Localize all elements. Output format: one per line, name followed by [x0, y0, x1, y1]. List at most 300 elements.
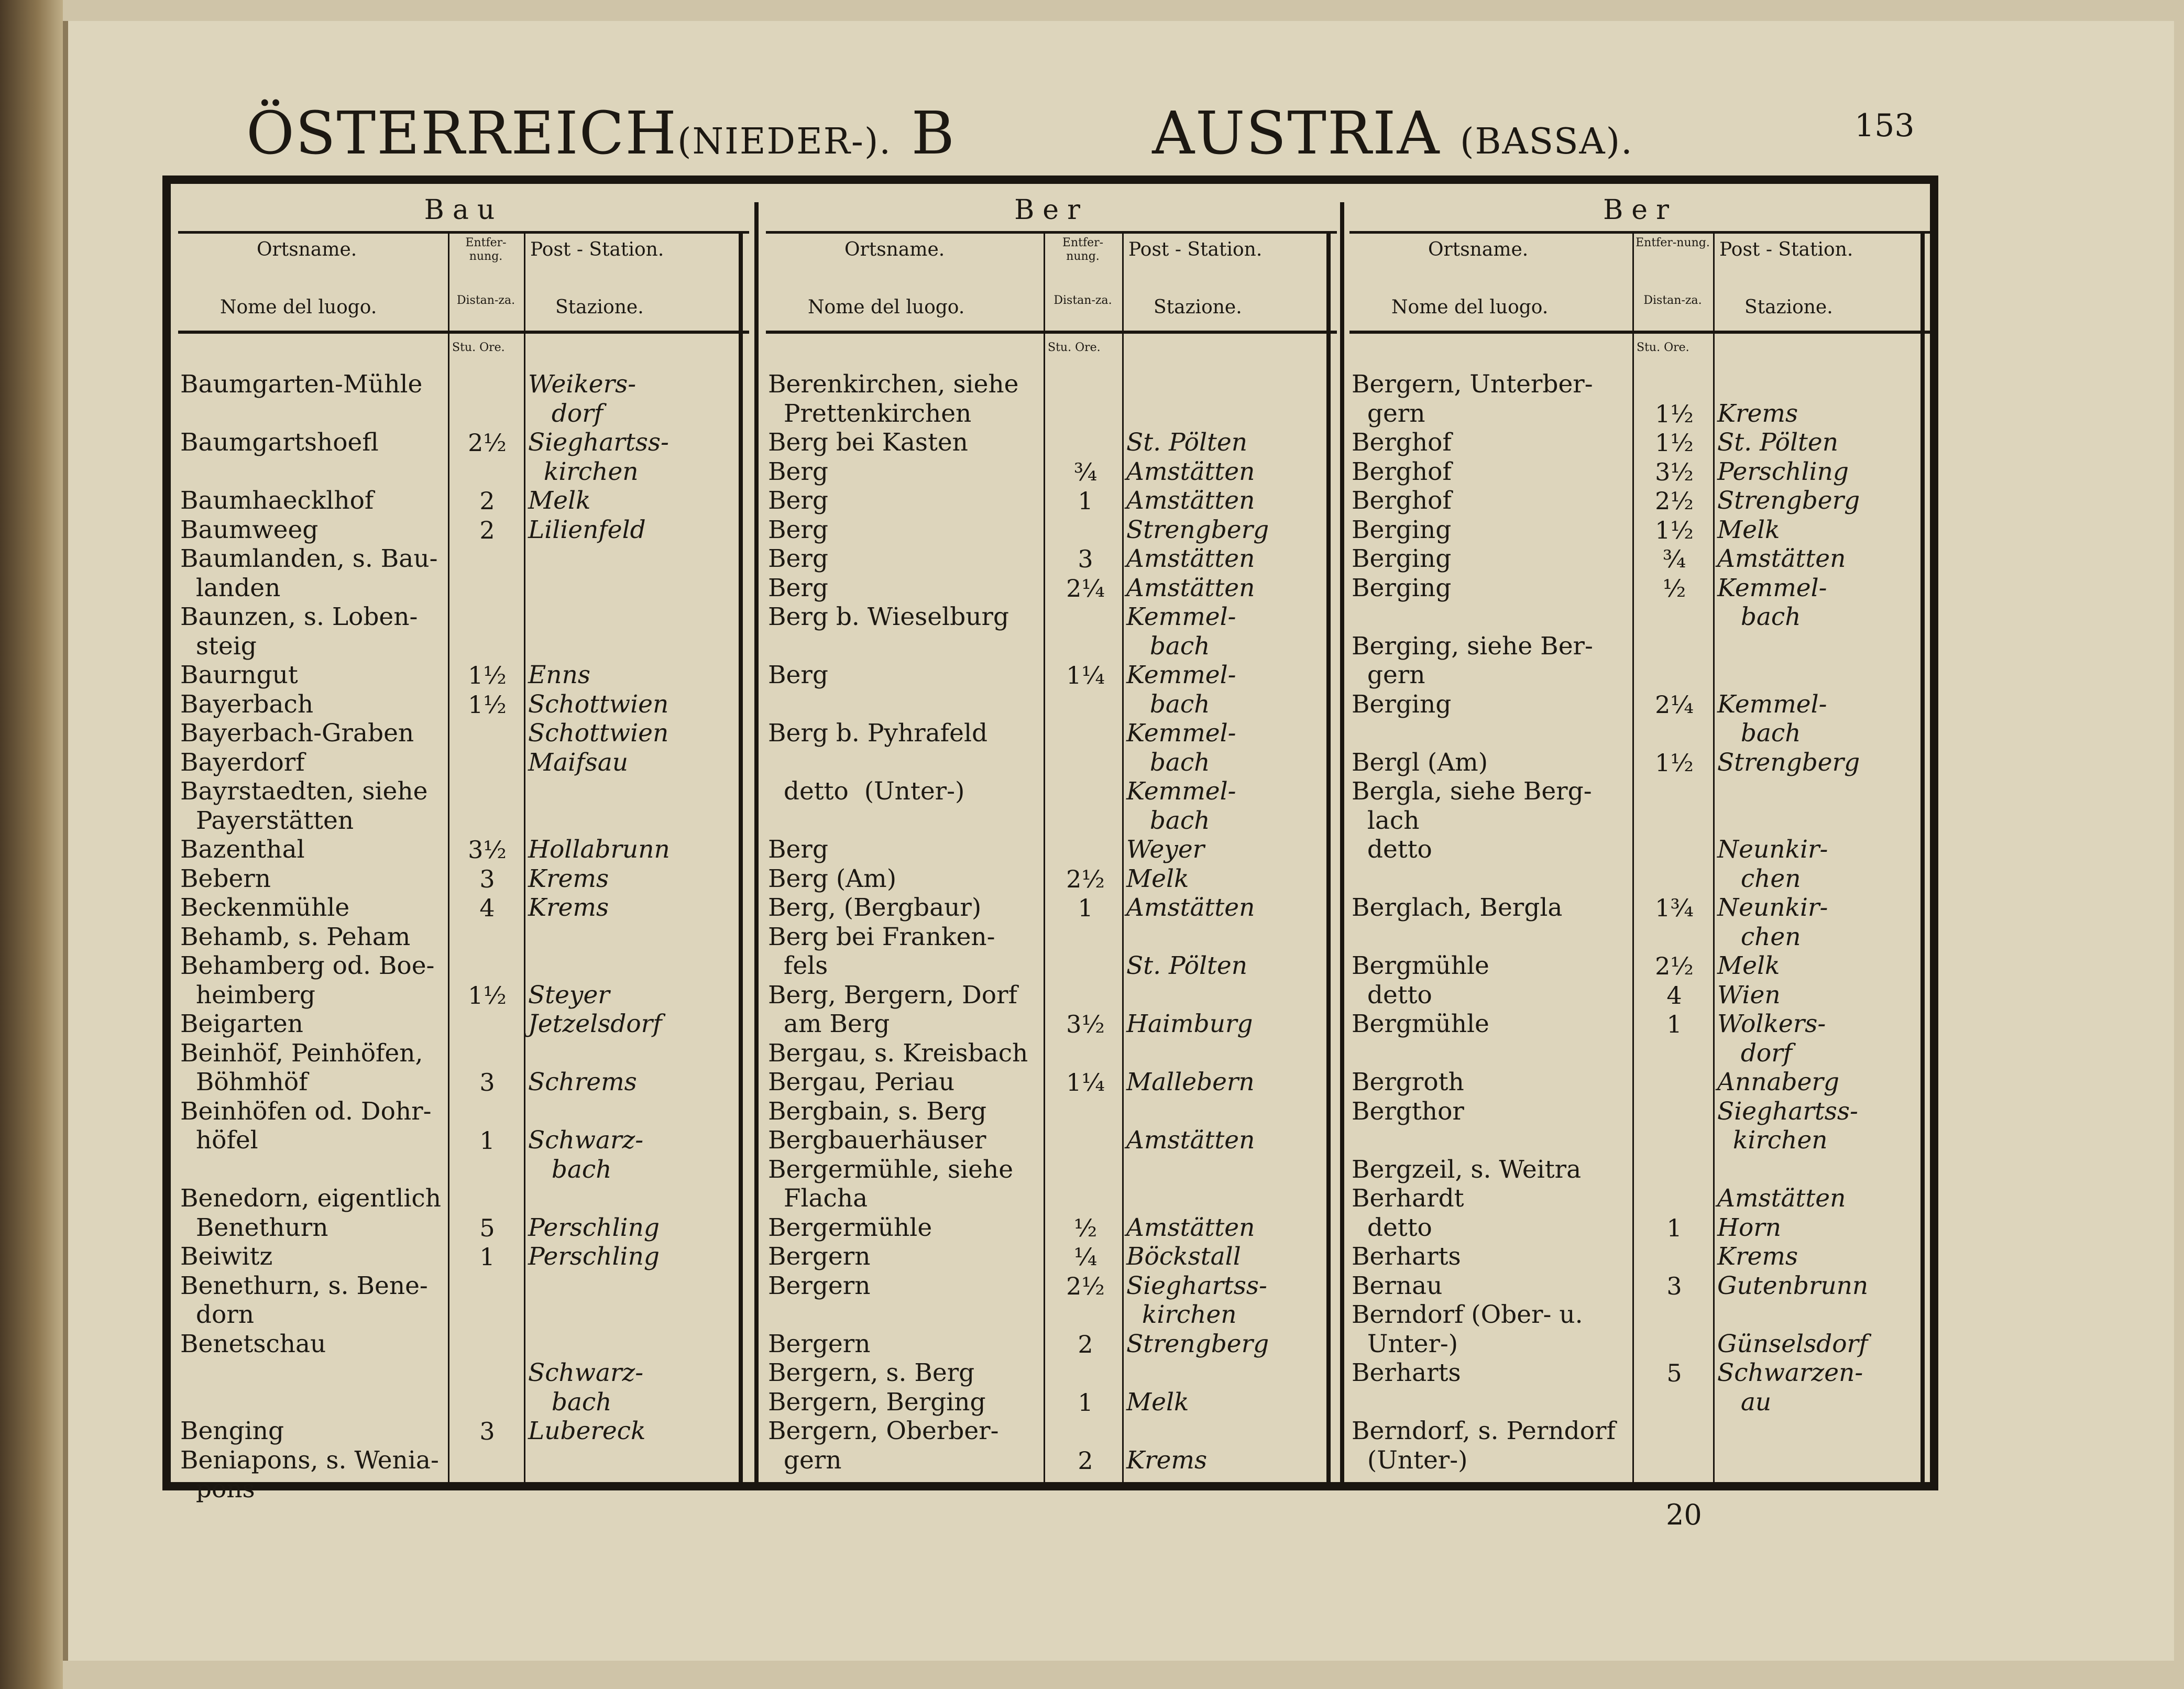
table-row: [178, 457, 749, 487]
page-title: [246, 100, 2001, 173]
place-name: Berg bei Kasten: [768, 428, 968, 457]
table-row: [178, 1330, 749, 1359]
header-rule: [1349, 231, 1931, 234]
place-name: Berglach, Bergla: [1352, 893, 1563, 922]
place-name: Berg bei Franken-: [768, 923, 995, 951]
post-station: Gutenbrunn: [1717, 1271, 1869, 1300]
place-name: gern: [1352, 399, 1425, 428]
place-name: Bergern, Oberber-: [768, 1417, 999, 1445]
table-row: [766, 1010, 1337, 1039]
post-station: Schwarz-: [528, 1358, 644, 1387]
place-name: Berharts: [1352, 1242, 1461, 1271]
post-station: Krems: [1717, 399, 1798, 428]
place-name: am Berg: [768, 1010, 890, 1038]
place-name: Benedorn, eigentlich: [180, 1184, 441, 1213]
table-row: [766, 1155, 1337, 1185]
distance: 5: [1666, 1359, 1682, 1387]
place-name: Bergbain, s. Berg: [768, 1097, 987, 1126]
post-station: Melk: [1717, 516, 1780, 544]
post-station: Günselsdorf: [1717, 1330, 1868, 1358]
post-station: Steyer: [528, 981, 610, 1010]
place-name: Bayrstaedten, siehe: [180, 777, 428, 806]
place-name: detto: [1352, 1213, 1432, 1242]
place-name: Berndorf (Ober- u.: [1352, 1300, 1583, 1329]
place-name: Baumgartshoefl: [180, 428, 379, 457]
post-station: Kemmel-: [1717, 690, 1827, 719]
table-row: [178, 1358, 749, 1388]
table-row: [1349, 428, 1931, 457]
table-row: [766, 661, 1337, 690]
header-stazione: Stazione.: [1154, 297, 1242, 318]
header-rule: [178, 231, 749, 234]
post-station: Krems: [528, 893, 609, 922]
table-row: [178, 486, 749, 516]
post-station: chen: [1717, 923, 1801, 951]
post-station: St. Pölten: [1126, 428, 1247, 457]
table-row: [1349, 1184, 1931, 1213]
table-row: [766, 516, 1337, 545]
table-row: [178, 893, 749, 923]
place-name: Bayerbach-Graben: [180, 719, 414, 748]
column-2: [766, 184, 1337, 1482]
table-row: [1349, 806, 1931, 836]
table-row: [178, 574, 749, 603]
table-row: [766, 1126, 1337, 1155]
table-row: [766, 1388, 1337, 1417]
table-row: [766, 923, 1337, 952]
post-station: Mallebern: [1126, 1068, 1255, 1096]
header-rule: [766, 231, 1337, 234]
post-station: Amstätten: [1717, 544, 1846, 573]
header-stazione: Stazione.: [555, 297, 644, 318]
table-row: [1349, 661, 1931, 690]
place-name: Berhardt: [1352, 1184, 1464, 1213]
place-name: Berg: [768, 457, 828, 486]
table-row: [1349, 719, 1931, 748]
place-name: Behamberg od. Boe-: [180, 951, 435, 980]
table-row: [766, 1068, 1337, 1097]
distance: 1¼: [1066, 1068, 1105, 1096]
table-row: [766, 457, 1337, 487]
place-name: Bergermühle, siehe: [768, 1155, 1014, 1184]
post-station: Schottwien: [528, 719, 669, 748]
table-row: [1349, 923, 1931, 952]
distance: 1½: [1655, 429, 1694, 457]
place-name: Berg: [768, 574, 828, 602]
table-row: [1349, 486, 1931, 516]
place-name: Berg: [768, 835, 828, 864]
header-post-station: Post - Station.: [1719, 239, 1853, 260]
distance: 1: [479, 1243, 495, 1271]
place-name: Berging: [1352, 574, 1452, 602]
distance: 2: [1078, 1330, 1093, 1358]
post-station: Melk: [1126, 864, 1189, 893]
place-name: Beniapons, s. Wenia-: [180, 1446, 439, 1475]
place-name: Bergau, s. Kreisbach: [768, 1039, 1028, 1068]
table-row: [1349, 1213, 1931, 1243]
post-station: Melk: [1717, 951, 1780, 980]
place-name: Bergmühle: [1352, 951, 1489, 980]
place-name: Bergern: [768, 1330, 871, 1358]
post-station: bach: [1717, 719, 1801, 748]
place-name: Bergla, siehe Berg-: [1352, 777, 1592, 806]
post-station: kirchen: [1126, 1300, 1237, 1329]
table-row: [178, 777, 749, 806]
place-name: Baumlanden, s. Bau-: [180, 544, 438, 573]
distance: 1½: [1655, 400, 1694, 428]
place-name: Beinhöf, Peinhöfen,: [180, 1039, 423, 1068]
place-name: Flacha: [768, 1184, 868, 1213]
header-stu-ore: Stu. Ore.: [1637, 341, 1689, 354]
post-station: Maifsau: [528, 748, 628, 777]
section-title: Bau: [424, 194, 503, 226]
post-station: Schwarzen-: [1717, 1358, 1863, 1387]
post-station: Haimburg: [1126, 1010, 1253, 1038]
post-station: Strengberg: [1126, 1330, 1269, 1358]
table-row: [766, 748, 1337, 777]
table-row: [178, 981, 749, 1010]
place-name: Beiwitz: [180, 1242, 273, 1271]
place-name: Benethurn, s. Bene-: [180, 1271, 428, 1300]
place-name: Baurngut: [180, 661, 298, 689]
post-station: Neunkir-: [1717, 893, 1828, 922]
place-name: Berndorf, s. Perndorf: [1352, 1417, 1616, 1445]
table-row: [178, 1126, 749, 1155]
place-name: Unter-): [1352, 1330, 1458, 1358]
table-row: [178, 544, 749, 574]
table-row: [178, 835, 749, 864]
table-row: [1349, 777, 1931, 806]
place-name: Bergern: [768, 1271, 871, 1300]
table-row: [766, 690, 1337, 719]
post-station: Krems: [1126, 1446, 1208, 1475]
place-name: Berg (Am): [768, 864, 897, 893]
post-station: Amstätten: [1126, 457, 1255, 486]
place-name: pons: [180, 1475, 255, 1504]
column-3: [1349, 184, 1931, 1482]
header-distanza: Distan-za.: [1643, 294, 1702, 307]
place-name: gern: [768, 1446, 842, 1475]
table-row: [766, 544, 1337, 574]
column-1: [178, 184, 749, 1504]
table-row: [766, 1446, 1337, 1475]
post-station: Sieghartss-: [1126, 1271, 1267, 1300]
table-row: [178, 923, 749, 952]
post-station: bach: [1126, 690, 1210, 719]
distance: 3: [1666, 1272, 1682, 1300]
post-station: Amstätten: [1126, 893, 1255, 922]
header-nome: Nome del luogo.: [1391, 297, 1549, 318]
place-name: detto (Unter-): [768, 777, 965, 806]
table-row: [178, 399, 749, 429]
place-name: heimberg: [180, 981, 316, 1010]
distance: 1: [1078, 1388, 1093, 1417]
place-name: Bergern: [768, 1242, 871, 1271]
post-station: Strengberg: [1717, 748, 1860, 777]
place-name: fels: [768, 951, 828, 980]
place-name: Benethurn: [180, 1213, 328, 1242]
post-station: Sieghartss-: [528, 428, 669, 457]
header-entfernung: Entfer-nung.: [1062, 236, 1104, 263]
place-name: Berg b. Wieselburg: [768, 602, 1009, 631]
place-name: Baumhaecklhof: [180, 486, 374, 515]
table-row: [178, 1068, 749, 1097]
place-name: Berghof: [1352, 457, 1452, 486]
place-name: Berging, siehe Ber-: [1352, 632, 1593, 661]
place-name: Berg: [768, 661, 828, 689]
place-name: Berg: [768, 516, 828, 544]
distance: ½: [1073, 1214, 1098, 1242]
table-row: [178, 1271, 749, 1301]
post-station: bach: [528, 1388, 612, 1417]
place-name: lach: [1352, 806, 1420, 835]
header-rule: [766, 331, 1337, 334]
table-row: [766, 574, 1337, 603]
table-row: [766, 893, 1337, 923]
table-row: [1349, 748, 1931, 777]
distance: 2: [479, 487, 495, 515]
distance: 2: [479, 516, 495, 544]
header-rule: [178, 331, 749, 334]
table-row: [766, 602, 1337, 632]
distance: 2½: [468, 429, 507, 457]
title-right-main: AUSTRIA: [1152, 100, 1441, 168]
table-row: [1349, 632, 1931, 661]
post-station: bach: [528, 1155, 612, 1184]
place-name: Bernau: [1352, 1271, 1443, 1300]
post-station: Strengberg: [1126, 516, 1269, 544]
table-row: [1349, 1330, 1931, 1359]
post-station: Kemmel-: [1717, 574, 1827, 602]
distance: ¼: [1073, 1243, 1098, 1271]
place-name: Benging: [180, 1417, 284, 1445]
post-station: bach: [1126, 806, 1210, 835]
post-station: Enns: [528, 661, 590, 689]
place-name: Bergthor: [1352, 1097, 1464, 1126]
table-row: [178, 719, 749, 748]
place-name: gern: [1352, 661, 1425, 689]
table-row: [766, 864, 1337, 894]
table-row: [178, 661, 749, 690]
post-station: Perschling: [1717, 457, 1849, 486]
table-row: [178, 516, 749, 545]
post-station: Amstätten: [1126, 544, 1255, 573]
header-post-station: Post - Station.: [530, 239, 664, 260]
distance: 4: [1666, 981, 1682, 1010]
distance: 3: [479, 1068, 495, 1096]
table-row: [178, 690, 749, 719]
post-station: Amstätten: [1717, 1184, 1846, 1213]
section-title: Ber: [1603, 194, 1677, 226]
table-row: [766, 428, 1337, 457]
table-row: [178, 1417, 749, 1446]
post-station: Kemmel-: [1126, 661, 1236, 689]
post-station: Kemmel-: [1126, 777, 1236, 806]
distance: 1: [1666, 1214, 1682, 1242]
table-row: [1349, 399, 1931, 429]
table-row: [1349, 1068, 1931, 1097]
table-row: [766, 835, 1337, 864]
place-name: Berenkirchen, siehe: [768, 370, 1019, 399]
post-station: Lubereck: [528, 1417, 646, 1445]
post-station: au: [1717, 1388, 1772, 1417]
table-row: [178, 428, 749, 457]
place-name: Payerstätten: [180, 806, 354, 835]
distance: 5: [479, 1214, 495, 1242]
distance: ¾: [1662, 545, 1686, 573]
distance: 2¼: [1066, 574, 1105, 602]
post-station: Krems: [528, 864, 609, 893]
table-row: [766, 1184, 1337, 1213]
header-ortsname: Ortsname.: [844, 239, 945, 260]
table-row: [178, 1010, 749, 1039]
place-name: Bayerdorf: [180, 748, 305, 777]
table-row: [178, 1039, 749, 1068]
header-nome: Nome del luogo.: [220, 297, 377, 318]
table-row: [1349, 1446, 1931, 1475]
table-row: [766, 1271, 1337, 1301]
post-station: kirchen: [528, 457, 639, 486]
table-row: [766, 1358, 1337, 1388]
place-name: Berg: [768, 544, 828, 573]
table-row: [178, 370, 749, 399]
place-name: Berg, (Bergbaur): [768, 893, 982, 922]
post-station: Sieghartss-: [1717, 1097, 1858, 1126]
table-row: [1349, 1126, 1931, 1155]
table-row: [178, 806, 749, 836]
table-row: [766, 1097, 1337, 1126]
distance: 1¼: [1066, 661, 1105, 689]
place-name: Bayerbach: [180, 690, 314, 719]
distance: 3½: [1066, 1010, 1105, 1038]
table-row: [766, 806, 1337, 836]
place-name: Bazenthal: [180, 835, 305, 864]
table-row: [1349, 981, 1931, 1010]
place-name: Bergroth: [1352, 1068, 1464, 1096]
place-name: Baunzen, s. Loben-: [180, 602, 418, 631]
table-row: [178, 748, 749, 777]
column-separator: [1340, 202, 1344, 1482]
distance: 2½: [1655, 952, 1694, 980]
post-station: Lilienfeld: [528, 516, 646, 544]
table-row: [1349, 370, 1931, 399]
table-row: [1349, 1155, 1931, 1185]
table-row: [766, 981, 1337, 1010]
place-name: Bergern, s. Berg: [768, 1358, 975, 1387]
distance: 2½: [1066, 1272, 1105, 1300]
table-row: [178, 1213, 749, 1243]
column-separator: [754, 202, 759, 1482]
distance: 1½: [468, 981, 507, 1010]
header-ortsname: Ortsname.: [1428, 239, 1529, 260]
table-row: [1349, 1097, 1931, 1126]
post-station: Schwarz-: [528, 1126, 644, 1155]
place-name: Berg: [768, 486, 828, 515]
table-row: [1349, 893, 1931, 923]
table-row: [178, 1300, 749, 1330]
post-station: Weyer: [1126, 835, 1205, 864]
table-row: [178, 632, 749, 661]
post-station: Strengberg: [1717, 486, 1860, 515]
distance: 1¾: [1655, 894, 1694, 922]
table-row: [766, 1417, 1337, 1446]
place-name: Baumgarten-Mühle: [180, 370, 423, 399]
distance: 1: [1666, 1010, 1682, 1038]
table-row: [766, 1330, 1337, 1359]
place-name: Bergau, Periau: [768, 1068, 955, 1096]
post-station: Amstätten: [1126, 486, 1255, 515]
post-station: bach: [1126, 632, 1210, 661]
table-row: [1349, 1358, 1931, 1388]
place-name: Berging: [1352, 544, 1452, 573]
place-name: detto: [1352, 981, 1432, 1010]
table-row: [178, 1184, 749, 1213]
place-name: Bergern, Berging: [768, 1388, 986, 1417]
post-station: dorf: [528, 399, 603, 428]
post-station: bach: [1126, 748, 1210, 777]
table-row: [1349, 1039, 1931, 1068]
table-row: [178, 1097, 749, 1126]
place-name: Berharts: [1352, 1358, 1461, 1387]
distance: 1½: [468, 690, 507, 719]
place-name: Bergern, Unterber-: [1352, 370, 1593, 399]
header-stazione: Stazione.: [1744, 297, 1833, 318]
post-station: Kemmel-: [1126, 602, 1236, 631]
table-row: [1349, 835, 1931, 864]
header-entfernung: Entfer-nung.: [465, 236, 507, 263]
post-station: Böckstall: [1126, 1242, 1241, 1271]
place-name: Berghof: [1352, 428, 1452, 457]
table-row: [1349, 1271, 1931, 1301]
header-stu-ore: Stu. Ore.: [452, 341, 505, 354]
distance: 2: [1078, 1446, 1093, 1475]
title-letter: B: [911, 100, 956, 168]
table-row: [178, 1155, 749, 1185]
table-row: [1349, 1010, 1931, 1039]
place-name: Prettenkirchen: [768, 399, 972, 428]
distance: 3½: [1655, 458, 1694, 486]
place-name: Bergl (Am): [1352, 748, 1488, 777]
table-row: [1349, 1388, 1931, 1417]
post-station: St. Pölten: [1717, 428, 1838, 457]
table-row: [766, 399, 1337, 429]
table-row: [178, 864, 749, 894]
distance: 2½: [1066, 865, 1105, 893]
header-distanza: Distan-za.: [456, 294, 515, 307]
table-row: [1349, 1242, 1931, 1271]
header-distanza: Distan-za.: [1053, 294, 1112, 307]
place-name: Bergzeil, s. Weitra: [1352, 1155, 1582, 1184]
place-name: Bergermühle: [768, 1213, 932, 1242]
place-name: Böhmhöf: [180, 1068, 308, 1096]
distance: 1: [1078, 894, 1093, 922]
distance: 1½: [1655, 516, 1694, 544]
place-name: Berging: [1352, 516, 1452, 544]
distance: 2¼: [1655, 690, 1694, 719]
post-station: Melk: [528, 486, 591, 515]
place-name: landen: [180, 574, 281, 602]
distance: 1½: [1655, 749, 1694, 777]
post-station: Schottwien: [528, 690, 669, 719]
post-station: Schrems: [528, 1068, 637, 1096]
table-row: [1349, 602, 1931, 632]
table-row: [766, 951, 1337, 981]
table-row: [178, 1446, 749, 1475]
distance: 3: [479, 865, 495, 893]
place-name: Berg b. Pyhrafeld: [768, 719, 988, 748]
table-row: [766, 632, 1337, 661]
post-station: chen: [1717, 864, 1801, 893]
